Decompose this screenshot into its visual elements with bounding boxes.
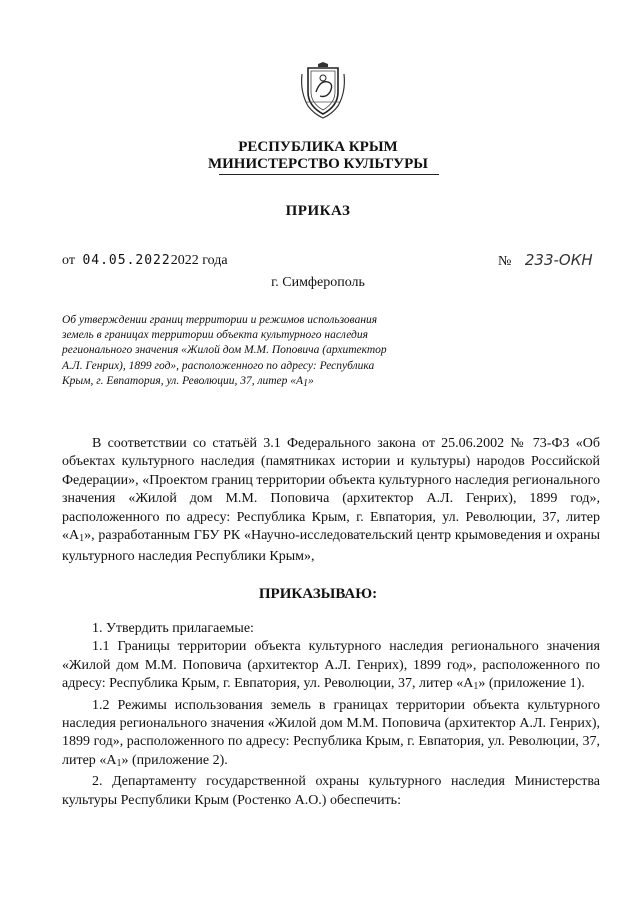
order-number: [498, 251, 593, 270]
order-subject: Об утверждении границ территории и режимов использования земель в границах территории объекта культурного наследия регионального значения «Жилой дом М.М. Поповича (архитектор А.Л. Генрих), 1899 год», расположенного по адресу: Республика Крым, г. Евпатория, ул. Революции, 37, литер «А1»: [62, 314, 387, 389]
order-item: 2. Департаменту государственной охраны культурного наследия Министерства культуры Республики Крым (Ростенко А.О.) обеспечить:: [62, 774, 600, 808]
order-item: 1.2 Режимы использования земель в границах территории объекта культурного наследия регионального значения «Жилой дом М.М. Поповича (архитектор А.Л. Генрих), 1899 год», расположенного по адресу: Республика Крым, г. Евпатория, ул. Революции, 37, литер «А1» (приложение 2).: [62, 697, 600, 769]
number-handwritten: 233-ОКН: [524, 251, 593, 269]
date-prefix: от: [62, 253, 75, 268]
order-item: 1. Утвердить прилагаемые:: [92, 621, 254, 636]
order-items: [62, 620, 600, 810]
org-name-republic: РЕСПУБЛИКА КРЫМ: [238, 139, 398, 155]
date-suffix: 2022 года: [170, 253, 228, 268]
order-date: [62, 253, 228, 269]
date-handwritten: 04.05.2022: [82, 253, 171, 268]
number-prefix: №: [498, 254, 512, 269]
crimea-coat-of-arms-icon: [298, 62, 348, 120]
order-title: ПРИКАЗ: [285, 203, 351, 219]
order-item: 1.1 Границы территории объекта культурного наследия регионального значения «Жилой дом М.М. Поповича (архитектор А.Л. Генрих), 1899 год», расположенного по адресу: Республика Крым, г. Евпатория, ул. Революции, 37, литер «А1» (приложение 1).: [62, 639, 600, 693]
order-preamble: В соответствии со статьёй 3.1 Федерального закона от 25.06.2002 № 73-ФЗ «Об объектах культурного наследия (памятниках истории и культуры) народов Российской Федерации», «Проектом границ территории объекта культурного наследия регионального значения «Жилой дом М.М. Поповича (архитектор А.Л. Генрих), 1899 год», расположенного по адресу: Республика Крым, г. Евпатория, ул. Революции, 37, литер «А1», разработанным ГБУ РК «Научно-исследовательский центр крымоведения и охраны культурного наследия Республики Крым»,: [62, 436, 600, 565]
decree-heading: ПРИКАЗЫВАЮ:: [258, 586, 378, 602]
order-city: г. Симферополь: [271, 275, 365, 290]
header-divider: [219, 174, 439, 175]
org-name-ministry: МИНИСТЕРСТВО КУЛЬТУРЫ: [207, 156, 429, 172]
